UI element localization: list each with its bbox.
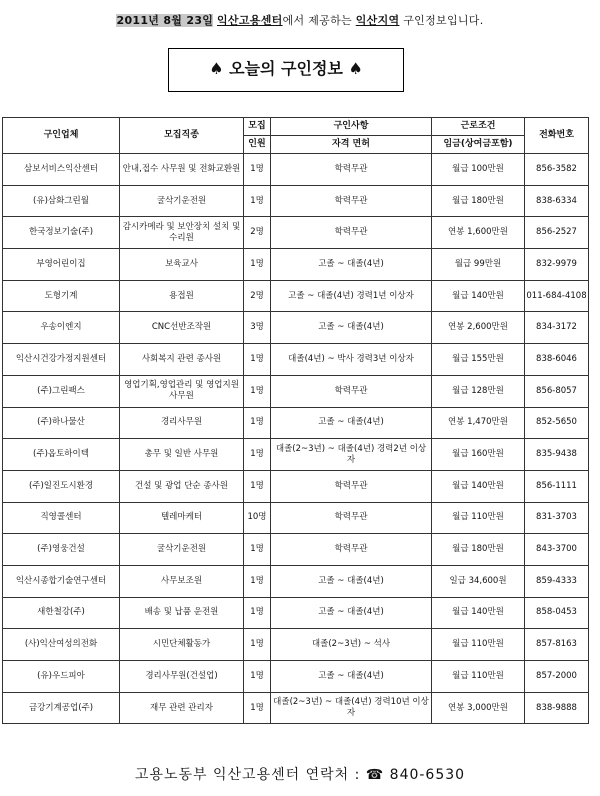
- cell-count: 1명: [244, 565, 271, 597]
- cell-count: 2명: [244, 217, 271, 249]
- cell-phone: 838-6334: [525, 185, 589, 217]
- cell-position: 총무 및 일반 사무원: [120, 439, 244, 471]
- cell-position: CNC선반조작원: [120, 312, 244, 344]
- cell-company: 익산시종합기술연구센터: [3, 565, 120, 597]
- col-header-position: 모집직종: [120, 118, 244, 154]
- cell-company: 직영콜센터: [3, 502, 120, 534]
- cell-wage: 월급 140만원: [432, 470, 525, 502]
- cell-count: 2명: [244, 280, 271, 312]
- table-row: [3, 280, 589, 312]
- header-region: 익산지역: [355, 14, 400, 27]
- table-row: [3, 154, 589, 186]
- cell-company: (주)영웅건설: [3, 534, 120, 566]
- header-center: 익산고용센터: [217, 14, 283, 27]
- cell-position: 시민단체활동가: [120, 629, 244, 661]
- cell-phone: 835-9438: [525, 439, 589, 471]
- cell-wage: 일급 34,600원: [432, 565, 525, 597]
- table-row: [3, 534, 589, 566]
- table-row: [3, 217, 589, 249]
- cell-position: 보육교사: [120, 249, 244, 281]
- cell-wage: 월급 140만원: [432, 597, 525, 629]
- cell-position: 사무보조원: [120, 565, 244, 597]
- cell-position: 경리사무원(건설업): [120, 661, 244, 693]
- cell-phone: 852-5650: [525, 407, 589, 439]
- cell-company: (유)우드피아: [3, 661, 120, 693]
- cell-company: 새한철강(주): [3, 597, 120, 629]
- cell-phone: 856-3582: [525, 154, 589, 186]
- cell-position: 건설 및 광업 단순 종사원: [120, 470, 244, 502]
- cell-position: 굴삭기운전원: [120, 534, 244, 566]
- cell-count: 1명: [244, 597, 271, 629]
- cell-wage: 월급 99만원: [432, 249, 525, 281]
- cell-qualification: 고졸 ~ 대졸(4년): [271, 312, 432, 344]
- cell-phone: 859-4333: [525, 565, 589, 597]
- cell-phone: 856-8057: [525, 375, 589, 407]
- cell-position: 텔레마케터: [120, 502, 244, 534]
- cell-qualification: 고졸 ~ 대졸(4년): [271, 407, 432, 439]
- cell-qualification: 학력무관: [271, 375, 432, 407]
- cell-phone: 857-2000: [525, 661, 589, 693]
- cell-qualification: 대졸(2~3년) ~ 대졸(4년) 경력2년 이상자: [271, 439, 432, 471]
- cell-count: 10명: [244, 502, 271, 534]
- cell-phone: 838-9888: [525, 692, 589, 724]
- header-date: 2011년 8월 23일: [116, 14, 214, 27]
- cell-position: 용접원: [120, 280, 244, 312]
- cell-phone: 834-3172: [525, 312, 589, 344]
- cell-wage: 연봉 2,600만원: [432, 312, 525, 344]
- cell-phone: 011-684-4108: [525, 280, 589, 312]
- cell-company: 삼보서비스익산센터: [3, 154, 120, 186]
- col-header-phone: 전화번호: [525, 118, 589, 154]
- cell-count: 1명: [244, 249, 271, 281]
- table-row: [3, 312, 589, 344]
- cell-count: 1명: [244, 375, 271, 407]
- cell-wage: 월급 155만원: [432, 344, 525, 376]
- cell-count: 1명: [244, 407, 271, 439]
- job-rows: [3, 154, 589, 724]
- cell-company: 한국정보기술(주): [3, 217, 120, 249]
- contact-footer: 고용노동부 익산고용센터 연락처 : ☎ 840-6530: [134, 767, 466, 783]
- cell-company: (주)일진도시환경: [3, 470, 120, 502]
- cell-qualification: 고졸 ~ 대졸(4년): [271, 565, 432, 597]
- col-header-wage: 임금(상여금포함): [432, 136, 525, 154]
- table-row: [3, 407, 589, 439]
- cell-wage: 연봉 1,470만원: [432, 407, 525, 439]
- cell-wage: 월급 100만원: [432, 154, 525, 186]
- page-header: [0, 12, 600, 28]
- cell-count: 1명: [244, 344, 271, 376]
- cell-position: 감시카메라 및 보안장치 설치 및 수리원: [120, 217, 244, 249]
- cell-position: 영업기획,영업관리 및 영업지원 사무원: [120, 375, 244, 407]
- cell-count: 1명: [244, 439, 271, 471]
- header-tail: 구인정보입니다.: [399, 14, 484, 27]
- cell-qualification: 대졸(2~3년) ~ 석사: [271, 629, 432, 661]
- cell-position: 배송 및 납품 운전원: [120, 597, 244, 629]
- table-row: [3, 502, 589, 534]
- cell-wage: 월급 110만원: [432, 661, 525, 693]
- cell-phone: 856-2527: [525, 217, 589, 249]
- table-row: [3, 629, 589, 661]
- cell-count: 1명: [244, 661, 271, 693]
- page-title: ♠ 오늘의 구인정보 ♠: [168, 48, 404, 92]
- table-row: [3, 375, 589, 407]
- cell-phone: 858-0453: [525, 597, 589, 629]
- header-mid: 에서 제공하는: [282, 14, 356, 27]
- cell-position: 굴삭기운전원: [120, 185, 244, 217]
- col-header-count-bottom: 인원: [244, 136, 271, 154]
- cell-company: 도형기계: [3, 280, 120, 312]
- cell-count: 1명: [244, 185, 271, 217]
- cell-company: 우송이엔지: [3, 312, 120, 344]
- cell-wage: 월급 110만원: [432, 502, 525, 534]
- cell-phone: 857-8163: [525, 629, 589, 661]
- table-row: [3, 661, 589, 693]
- cell-wage: 연봉 3,000만원: [432, 692, 525, 724]
- table-row: [3, 597, 589, 629]
- cell-qualification: 학력무관: [271, 154, 432, 186]
- cell-position: 경리사무원: [120, 407, 244, 439]
- cell-phone: 843-3700: [525, 534, 589, 566]
- table-row: [3, 439, 589, 471]
- cell-qualification: 학력무관: [271, 470, 432, 502]
- cell-position: 사회복지 관련 종사원: [120, 344, 244, 376]
- cell-wage: 연봉 1,600만원: [432, 217, 525, 249]
- cell-company: 익산시건강가정지원센터: [3, 344, 120, 376]
- table-row: [3, 470, 589, 502]
- cell-company: (유)삼화그린월: [3, 185, 120, 217]
- col-header-qualification: 자격 면허: [271, 136, 432, 154]
- cell-count: 1명: [244, 692, 271, 724]
- cell-company: (주)하나물산: [3, 407, 120, 439]
- cell-phone: 832-9979: [525, 249, 589, 281]
- cell-company: 금강기계공업(주): [3, 692, 120, 724]
- cell-qualification: 대졸(2~3년) ~ 대졸(4년) 경력10년 이상자: [271, 692, 432, 724]
- table-row: [3, 565, 589, 597]
- job-table: [2, 117, 589, 724]
- cell-count: 1명: [244, 154, 271, 186]
- table-row: [3, 344, 589, 376]
- cell-phone: 856-1111: [525, 470, 589, 502]
- table-row: [3, 185, 589, 217]
- cell-qualification: 대졸(4년) ~ 박사 경력3년 이상자: [271, 344, 432, 376]
- cell-position: 안내,접수 사무원 및 전화교환원: [120, 154, 244, 186]
- cell-company: (주)옵토하이텍: [3, 439, 120, 471]
- cell-count: 1명: [244, 534, 271, 566]
- col-header-cond-group: 근로조건: [432, 118, 525, 136]
- cell-company: (주)그린팩스: [3, 375, 120, 407]
- col-header-req-group: 구인사항: [271, 118, 432, 136]
- cell-wage: 월급 180만원: [432, 534, 525, 566]
- cell-qualification: 학력무관: [271, 217, 432, 249]
- table-row: [3, 249, 589, 281]
- cell-wage: 월급 160만원: [432, 439, 525, 471]
- cell-qualification: 학력무관: [271, 502, 432, 534]
- cell-company: 부영어린이집: [3, 249, 120, 281]
- cell-qualification: 학력무관: [271, 185, 432, 217]
- cell-wage: 월급 110만원: [432, 629, 525, 661]
- cell-wage: 월급 180만원: [432, 185, 525, 217]
- cell-qualification: 고졸 ~ 대졸(4년): [271, 661, 432, 693]
- cell-qualification: 고졸 ~ 대졸(4년): [271, 249, 432, 281]
- cell-count: 1명: [244, 470, 271, 502]
- cell-position: 재무 관련 관리자: [120, 692, 244, 724]
- cell-company: (사)익산여성의전화: [3, 629, 120, 661]
- cell-phone: 838-6046: [525, 344, 589, 376]
- cell-qualification: 고졸 ~ 대졸(4년) 경력1년 이상자: [271, 280, 432, 312]
- cell-qualification: 학력무관: [271, 534, 432, 566]
- cell-count: 3명: [244, 312, 271, 344]
- col-header-count-top: 모집: [244, 118, 271, 136]
- cell-phone: 831-3703: [525, 502, 589, 534]
- cell-qualification: 고졸 ~ 대졸(4년): [271, 597, 432, 629]
- table-row: [3, 692, 589, 724]
- col-header-company: 구인업체: [3, 118, 120, 154]
- cell-wage: 월급 128만원: [432, 375, 525, 407]
- cell-wage: 월급 140만원: [432, 280, 525, 312]
- cell-count: 1명: [244, 629, 271, 661]
